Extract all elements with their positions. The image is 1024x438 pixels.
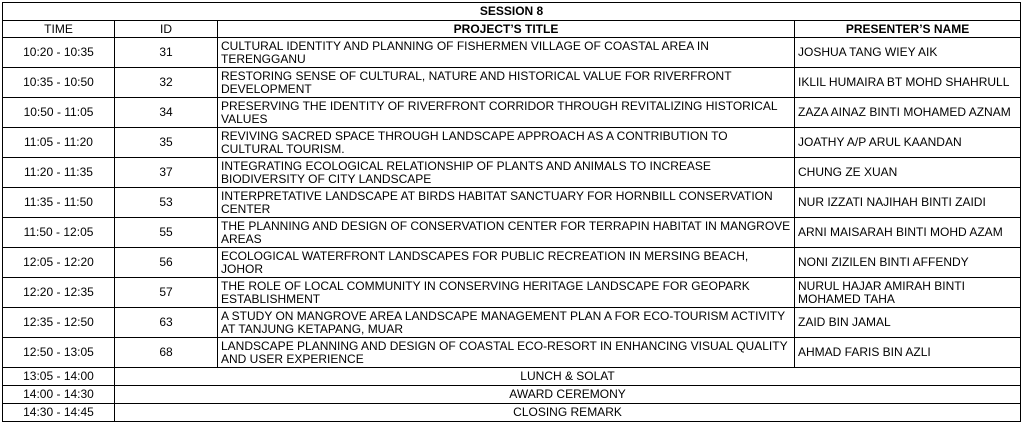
title-cell: LANDSCAPE PLANNING AND DESIGN OF COASTAL ECO-RESORT IN ENHANCING VISUAL QUALITY AND USER EXPERIENCE: [218, 338, 795, 368]
title-cell: CULTURAL IDENTITY AND PLANNING OF FISHERMEN VILLAGE OF COASTAL AREA IN TERENGGANU: [218, 38, 795, 68]
time-cell: 10:20 - 10:35: [3, 38, 115, 68]
id-cell: 63: [115, 308, 218, 338]
time-cell: 10:50 - 11:05: [3, 98, 115, 128]
presenter-cell: NONI ZIZILEN BINTI AFFENDY: [795, 248, 1021, 278]
header-title: PROJECT’S TITLE: [218, 21, 795, 38]
title-cell: REVIVING SACRED SPACE THROUGH LANDSCAPE APPROACH AS A CONTRIBUTION TO CULTURAL TOURISM.: [218, 128, 795, 158]
table-row: [3, 308, 1021, 338]
title-cell: PRESERVING THE IDENTITY OF RIVERFRONT CORRIDOR THROUGH REVITALIZING HISTORICAL VALUES: [218, 98, 795, 128]
id-cell: 35: [115, 128, 218, 158]
table-row: [3, 218, 1021, 248]
id-cell: 32: [115, 68, 218, 98]
presenter-cell: ZAZA AINAZ BINTI MOHAMED AZNAM: [795, 98, 1021, 128]
title-cell: THE ROLE OF LOCAL COMMUNITY IN CONSERVING HERITAGE LANDSCAPE FOR GEOPARK ESTABLISHMENT: [218, 278, 795, 308]
event-row-closing: [3, 404, 1021, 422]
event-label: AWARD CEREMONY: [115, 386, 1021, 404]
id-cell: 57: [115, 278, 218, 308]
presenter-cell: JOATHY A/P ARUL KAANDAN: [795, 128, 1021, 158]
session-title: SESSION 8: [3, 3, 1021, 21]
presenter-cell: ARNI MAISARAH BINTI MOHD AZAM: [795, 218, 1021, 248]
time-cell: 13:05 - 14:00: [3, 368, 115, 386]
event-row-lunch: [3, 368, 1021, 386]
id-cell: 55: [115, 218, 218, 248]
id-cell: 31: [115, 38, 218, 68]
time-cell: 14:00 - 14:30: [3, 386, 115, 404]
title-cell: THE PLANNING AND DESIGN OF CONSERVATION CENTER FOR TERRAPIN HABITAT IN MANGROVE AREAS: [218, 218, 795, 248]
header-presenter: PRESENTER’S NAME: [795, 21, 1021, 38]
presenter-cell: NURUL HAJAR AMIRAH BINTI MOHAMED TAHA: [795, 278, 1021, 308]
presenter-cell: JOSHUA TANG WIEY AIK: [795, 38, 1021, 68]
table-row: [3, 188, 1021, 218]
time-cell: 12:05 - 12:20: [3, 248, 115, 278]
time-cell: 14:30 - 14:45: [3, 404, 115, 422]
time-cell: 12:35 - 12:50: [3, 308, 115, 338]
presenter-cell: AHMAD FARIS BIN AZLI: [795, 338, 1021, 368]
time-cell: 11:20 - 11:35: [3, 158, 115, 188]
id-cell: 68: [115, 338, 218, 368]
event-row-award: [3, 386, 1021, 404]
header-id: ID: [115, 21, 218, 38]
time-cell: 11:50 - 12:05: [3, 218, 115, 248]
time-cell: 12:20 - 12:35: [3, 278, 115, 308]
id-cell: 37: [115, 158, 218, 188]
session-schedule-table: [2, 2, 1021, 422]
header-time: TIME: [3, 21, 115, 38]
table-row: [3, 128, 1021, 158]
id-cell: 56: [115, 248, 218, 278]
table-row: [3, 98, 1021, 128]
header-row: [3, 21, 1021, 38]
time-cell: 11:05 - 11:20: [3, 128, 115, 158]
table-row: [3, 68, 1021, 98]
time-cell: 11:35 - 11:50: [3, 188, 115, 218]
presenter-cell: ZAID BIN JAMAL: [795, 308, 1021, 338]
title-cell: RESTORING SENSE OF CULTURAL, NATURE AND HISTORICAL VALUE FOR RIVERFRONT DEVELOPMENT: [218, 68, 795, 98]
title-cell: ECOLOGICAL WATERFRONT LANDSCAPES FOR PUBLIC RECREATION IN MERSING BEACH, JOHOR: [218, 248, 795, 278]
title-cell: INTEGRATING ECOLOGICAL RELATIONSHIP OF PLANTS AND ANIMALS TO INCREASE BIODIVERSITY OF CITY LANDSCAPE: [218, 158, 795, 188]
table-row: [3, 338, 1021, 368]
title-cell: INTERPRETATIVE LANDSCAPE AT BIRDS HABITAT SANCTUARY FOR HORNBILL CONSERVATION CENTER: [218, 188, 795, 218]
session-title-row: [3, 3, 1021, 21]
event-label: LUNCH & SOLAT: [115, 368, 1021, 386]
presenter-cell: NUR IZZATI NAJIHAH BINTI ZAIDI: [795, 188, 1021, 218]
title-cell: A STUDY ON MANGROVE AREA LANDSCAPE MANAGEMENT PLAN A FOR ECO-TOURISM ACTIVITY AT TANJUNG KETAPANG, MUAR: [218, 308, 795, 338]
id-cell: 53: [115, 188, 218, 218]
table-row: [3, 278, 1021, 308]
table-row: [3, 38, 1021, 68]
table-row: [3, 248, 1021, 278]
id-cell: 34: [115, 98, 218, 128]
time-cell: 12:50 - 13:05: [3, 338, 115, 368]
event-label: CLOSING REMARK: [115, 404, 1021, 422]
presenter-cell: CHUNG ZE XUAN: [795, 158, 1021, 188]
time-cell: 10:35 - 10:50: [3, 68, 115, 98]
presenter-cell: IKLIL HUMAIRA BT MOHD SHAHRULL: [795, 68, 1021, 98]
table-row: [3, 158, 1021, 188]
